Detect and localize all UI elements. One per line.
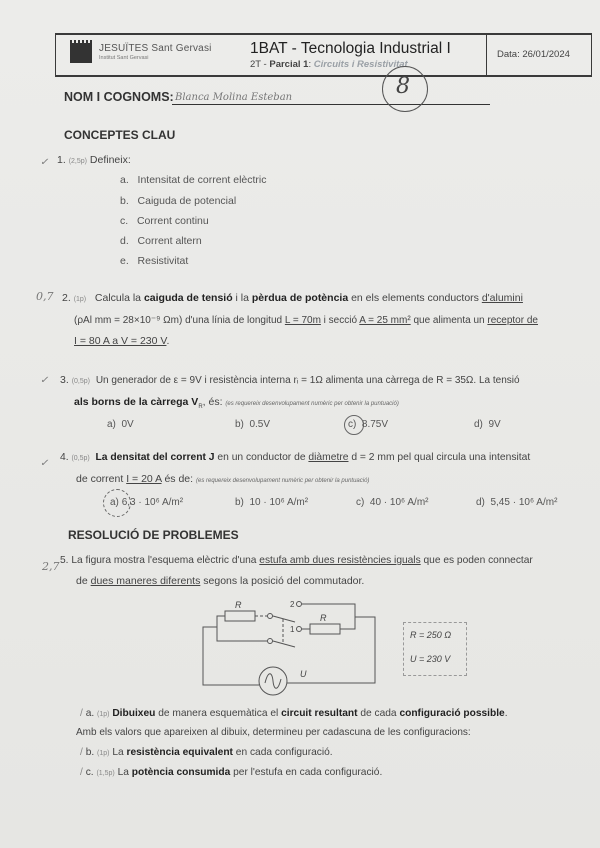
switch-pos-2-label: 2 <box>290 600 295 609</box>
q5-sub-b: / b. (1p) La resistència equivalent en cada configuració. <box>80 747 333 758</box>
subtitle-sep: : <box>308 59 314 70</box>
q1-item-b: b. Caiguda de potencial <box>120 195 237 207</box>
school-logo-icon <box>70 43 92 63</box>
school-subtitle: Institut Sant Gervasi <box>99 55 149 61</box>
exam-subtitle <box>250 59 408 70</box>
subtitle-prefix: 2T - <box>250 59 270 70</box>
q1-points: (2,5p) <box>68 158 87 165</box>
param-u-value: U = 230 V <box>410 654 451 664</box>
section-problems-title: RESOLUCIÓ DE PROBLEMES <box>68 528 239 542</box>
param-r-value: R = 250 Ω <box>410 630 452 640</box>
circuit-r1-label: R <box>235 600 242 610</box>
subtitle-topic: Circuits i Resistivitat <box>313 59 408 70</box>
q4-check-mark: ✓ <box>40 458 49 469</box>
name-label: NOM I COGNOMS: <box>64 90 174 104</box>
q1-number: 1. <box>57 154 66 166</box>
q5-score-mark: 2,7 <box>42 560 60 573</box>
q1-text: Defineix: <box>89 154 131 166</box>
q1-check-mark: ✓ <box>40 157 49 168</box>
section-concepts-title: CONCEPTES CLAU <box>64 128 176 142</box>
question-3: 3. (0,5p) Un generador de ε = 9V i resistència interna rᵢ = 1Ω alimenta una càrrega de R = 35Ω. La tensió als borns de la càrrega $V_R$, és: (es requereix desenvolupament numèric per obtenir la puntuació) <box>60 374 520 411</box>
question-1 <box>57 150 131 172</box>
q3-option-c: c) 8.75V <box>348 419 389 430</box>
name-underline <box>172 104 490 105</box>
q1-item-e: e. Resistivitat <box>120 255 189 267</box>
q4-option-d: d) 5,45 · 10⁶ A/m² <box>476 497 558 508</box>
question-5: 5. La figura mostra l'esquema elèctric d'una estufa amb dues resistències iguals que es poden connectar de dues maneres diferents segons la posició del commutador. <box>60 555 533 587</box>
q5-intro: Amb els valors que apareixen al dibuix, determineu per cadascuna de les configuracions: <box>76 727 471 738</box>
q4-option-c: c) 40 · 10⁶ A/m² <box>356 497 429 508</box>
resistor-2-icon <box>310 624 340 634</box>
circuit-u-label: U <box>300 669 307 679</box>
exam-date: Data: 26/01/2024 <box>497 49 570 60</box>
q4-option-a: a) 6,3 · 10⁶ A/m² <box>110 497 184 508</box>
question-4: 4. (0,5p) La densitat del corrent J en un conductor de diàmetre d = 2 mm pel qual circula una intensitat de corrent I = 20 A és de: (es requereix desenvolupament numèric per obtenir la puntuació) <box>60 452 531 485</box>
q1-item-d: d. Corrent altern <box>120 235 202 247</box>
grade-value: 8 <box>396 74 410 99</box>
subtitle-part: Parcial 1 <box>269 59 309 70</box>
switch-pos-1-label: 1 <box>290 625 295 634</box>
exam-title: 1BAT - Tecnologia Industrial I <box>250 40 451 57</box>
student-name: Blanca Molina Esteban <box>175 92 293 103</box>
circuit-r2-label: R <box>320 613 327 623</box>
q3-option-a: a) 0V <box>107 419 134 430</box>
school-name: JESUÏTES Sant Gervasi <box>99 43 212 54</box>
q5-sub-c: / c. (1,5p) La potència consumida per l'estufa en cada configuració. <box>80 767 383 778</box>
q3-option-d: d) 9V <box>474 419 501 430</box>
q3-option-b: b) 0.5V <box>235 419 271 430</box>
resistor-1-icon <box>225 611 255 621</box>
question-2: 2. (1p) Calcula la caiguda de tensió i la pèrdua de potència en els elements conductors d'alumini (ρAl mm = 28×10⁻⁹ Ωm) d'una línia de longitud L = 70m i secció A = 25 mm² que alimenta un receptor de I = 80 A a V = 230 V. <box>62 292 538 347</box>
header-divider <box>486 33 487 75</box>
q4-option-b: b) 10 · 10⁶ A/m² <box>235 497 309 508</box>
q5-sub-a: / a. (1p) Dibuixeu de manera esquemàtica el circuit resultant de cada configuració possible. <box>80 708 508 719</box>
circuit-diagram <box>195 597 395 697</box>
q3-check-mark: ✓ <box>40 375 49 386</box>
q1-item-c: c. Corrent continu <box>120 215 209 227</box>
q1-item-a: a. Intensitat de corrent elèctric <box>120 174 267 186</box>
q2-score-mark: 0,7 <box>36 290 54 303</box>
